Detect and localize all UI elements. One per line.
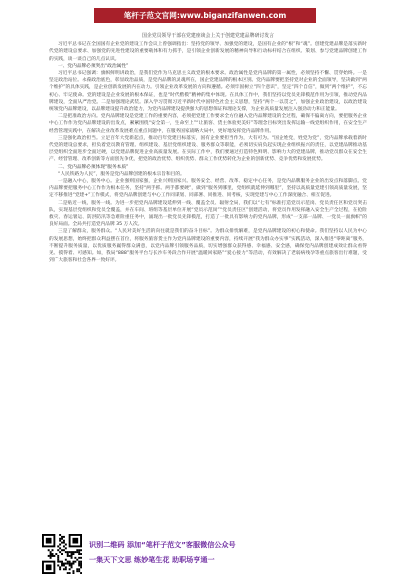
paragraph: 三是强化政治担当。立足百年大党新起点，推动百年党建目标落实，国有企业要担当作为，大有可为。“国企姓党，姓党为党”，党内品牌承载着新时代党的建设总要求，担负着党员教育管理、组织建设、基层党组织建设、服务群众等职能，必须切实肩负起实现企业组织振兴的责任，以党建品牌推动基层党组织全面进步全面过硬，以党建品牌促进企业高质量发展。在实际工作中，我们要通过打造特色鲜明、影响力大的党建品牌，推动党员群众在安全生产、经营管理、改革创新等方面创先争优，把党的政治优势、组织优势、群众工作优势转化为企业的创新优势、竞争优势和发展优势。 xyxy=(49,135,367,163)
paragraph: 二是把准政治方向。党内品牌建设是党建工作的重要内容，必须把党建工作要求全方位融入党内品牌建设的全过程，确保不偏离方向，要把服务企业中心工作作为党内品牌建设的出发点，紧紧围绕“安全第一，生命至上”“让旅客、货主体验更美好”等理念目标突出发挥运输一线党组织作用，在安全生产经营管理实践中，在解决企业改革发展难点重点问题中，在服务国家战略大局中，更好地发挥党内品牌作用。 xyxy=(49,114,367,134)
footer xyxy=(42,534,372,574)
section-heading: 二、党内品牌必须体现“服务本质” xyxy=(58,164,129,170)
document-title: 国企党员领导干部在党建座谈会上关于创建党建品牌研讨发言 xyxy=(141,33,275,39)
qr-code-icon[interactable] xyxy=(42,534,82,574)
site-banner[interactable]: 笔杆子范文官网:www.biganzifanwen.com xyxy=(94,8,316,23)
paragraph: 习近平总书记强调：旗帜鲜明讲政治，是我们党作为马克思主义政党的根本要求。政治属性是党内品牌的第一属性，必须坚持不懈、贯穿始终。一是坚定政治站位。永葆政治底色，彰显政治品质，是党内品牌的灵魂所在，国企党建品牌的根本区别。党内品牌要把坚持党对企业的全面领导，坚决做到“两个维护”的具体实践，是企业创新发展的内在动力。引领企业改革发展的方向和遵循。必须牢固树立“四个意识”，坚定“四个自信”，做到“两个维护”，不忘初心、牢记使命。党的建设是企业发展的根本保证，也是“时代楷模”精神的集中体现。在具体工作中，我们坚持以党员先锋模范作用为引领，推动党内品牌建设，全面从严治党。二是加强理论武装。深入学习贯彻习近平新时代中国特色社会主义思想，坚持“两个一以贯之”，加强企业政治建设，以政治建设统领党内品牌建设，以品牌建设提升政治能力，为党内品牌建设提供强大的思想保证和理论支撑，为企业高质量发展注入强劲动力和正能量。 xyxy=(49,71,367,113)
paragraph: 二是贴近一线，服务一线。为进一步把党内品牌建设延伸到一线、覆盖全员、辐射全局，我们以“七有”标准打造党员示范岗、党员责任区和党员突击队，实现基层党组织和党员全覆盖，并在车间、班组等基层单位开展“党员示范岗”“党员责任区”创建活动，将党员作用发挥融入安全生产全过程，在抢险救灾、春运暑运、防洪防汛等急难险重任务中，涌现出一批党员先锋模范，打造了一批具有影响力的党内品牌，形成“一支部一品牌、一党员一面旗帜”的良好局面。全局共打造党内品牌 35 万人次。 xyxy=(49,200,367,228)
footer-line-2: 一集天下文思 练妙笔生花 助职场亨通一 xyxy=(89,555,215,564)
footer-line-1: 识别二维码 添加“笔杆子范文”客服微信公众号 xyxy=(89,540,236,549)
paragraph: 习近平总书记在全国国有企业党的建设工作会议上曾强调指出：坚持党的领导、加强党的建设，是国有企业的“根”和“魂”。创建党建品牌是落实新时代党的建设总要求、加强党的先进性建设的重要载体和有力抓手，是引领企业创新发展的精神向导和行动标杆结合在组织、策划、参与党建品牌创建工作的实践，谈一谈自己的几点认识。 xyxy=(49,42,367,62)
section-heading: 一、党内品牌必须突出“政治属性” xyxy=(58,63,129,69)
paragraph: 三是了解群众，服务群众。“人民对美好生活的向往就是我们的奋斗目标”。为群众排忧解难，是党内品牌建设的初心和使命。我们坚持以人民为中心的发展思想，始终把群众利益摆在首位，将服务旅客货主作为党内品牌建设的重要内容，持续开展“我为群众办实事”实践活动，深入推进“零距离”服务，不断提升服务质量，以优质服务赢得群众满意，以党内品牌引领服务品质，切实增强群众获得感、幸福感、安全感，确保党内品牌创建成效让群众看得见、摸得着、可感知。如，我局“888”服务平台与长沙车务段合作开展“温暖回家路”“爱心接力”等活动，有效解决了老弱病残孕等重点旅客出行难题，受到广大旅客和社会各界一致好评。 xyxy=(49,229,367,264)
paragraph-list xyxy=(49,41,367,264)
paragraph: “人民铁路为人民”，服务是党内品牌创建的根本宗旨和目的。 xyxy=(58,171,185,177)
document-body xyxy=(49,33,367,265)
paragraph: 一是融入中心，服务中心。企业强则国家强，企业兴则国家兴。服务安全、经营、改革、稳定中心任务，是党内品牌服务企业的出发点和落脚点。党内品牌要把服务中心工作作为根本任务，坚持“两手抓、两手都要硬”，做到“服务到哪里，党组织就延伸到哪里”，坚持以高质量党建引领高质量发展，坚定不移推进“党建+”工作模式，将党内品牌创建与中心工作同谋划、同部署、同推进、同考核，实现党建与中心工作深度融合、相互促进。 xyxy=(49,179,367,199)
